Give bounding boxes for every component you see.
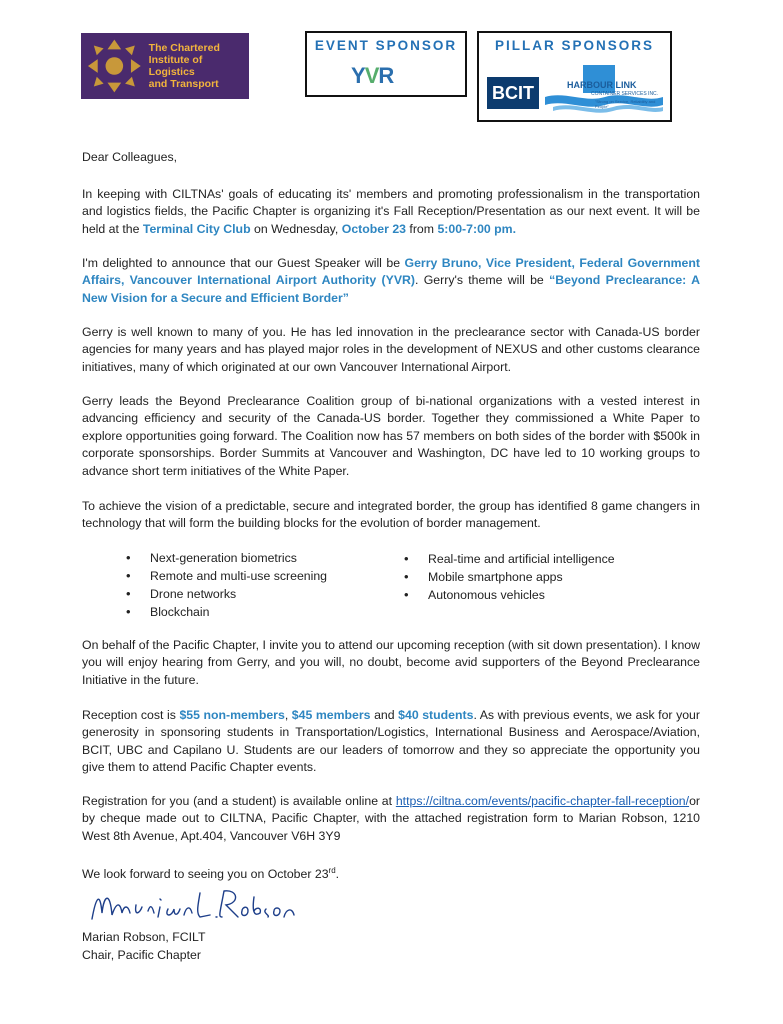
event-sponsor-box (305, 31, 467, 97)
bullet-list-left (126, 549, 327, 621)
list-item: • Next-generation biometrics (126, 549, 327, 567)
list-item: • Blockchain (126, 603, 327, 621)
registration-link[interactable]: https://ciltna.com/events/pacific-chapter-fall-reception/ (395, 794, 690, 808)
signer-name: Marian Robson, FCILT (82, 930, 206, 944)
price-nonmembers: $55 non-members (179, 708, 285, 722)
paragraph-intro: In keeping with CILTNAs' goals of educating its' members and promoting professionalism in the transportation and logistics fields, the Pacific Chapter is organizing it's Fall Reception/Presentation as our next event. It will be held at the Terminal City Club on Wednesday, October 23 from 5:00-7:00 pm. (82, 187, 700, 236)
paragraph-vision: To achieve the vision of a predictable, secure and integrated border, the group has identified 8 game changers in technology that will form the building blocks for the evolution of border management. (82, 499, 700, 531)
price-members: $45 members (291, 708, 371, 722)
list-item: • Drone networks (126, 585, 327, 603)
signer-title: Chair, Pacific Chapter (82, 948, 201, 962)
harbour-link-logo: HARBOUR LINK CONTAINER SERVICES INC. "Strong on Service, Reliability and People" (545, 65, 663, 115)
paragraph-registration: Registration for you (and a student) is available online at https://ciltna.com/events/pacific-chapter-fall-reception/or by cheque made out to CILTNA, Pacific Chapter, with the attached registration form to Marian Robson, 1210 West 8th Avenue, Apt.404, Vancouver V6H 3Y9 (82, 794, 700, 843)
venue: Terminal City Club (142, 221, 251, 236)
yvr-logo: YVR (351, 63, 394, 88)
paragraph-coalition: Gerry leads the Beyond Preclearance Coalition group of bi-national organizations with a vested interest in advancing efficiency and security of the Canada-US border. Together they commissioned a White Paper to explore opportunities going forward. The Coalition now has 57 members on both sides of the border with $500k in corporate sponsorships. Border Summits at Vancouver and Washington, DC have led to 10 working groups to advance short term initiatives of the White Paper. (82, 394, 700, 478)
list-item: • Mobile smartphone apps (404, 568, 615, 586)
event-date: October 23 (341, 221, 406, 236)
bcit-logo: BCIT (487, 77, 539, 109)
event-time: 5:00-7:00 pm. (437, 221, 517, 236)
pillar-sponsors-title: PILLAR SPONSORS (494, 38, 654, 53)
paragraph-background: Gerry is well known to many of you. He has led innovation in the preclearance sector with Canada-US border agencies for many years and has played major roles in the development of NEXUS and other customs clearance initiatives, many of which originated at our own Vancouver International Airport. (82, 325, 700, 374)
salutation: Dear Colleagues, (82, 150, 178, 164)
cilt-logo (81, 33, 249, 99)
paragraph-invitation: On behalf of the Pacific Chapter, I invite you to attend our upcoming reception (with sit down presentation). I know you will enjoy hearing from Gerry, and you will, no doubt, become avid supporters of the Beyond Preclearance Initiative in the future. (82, 638, 700, 687)
list-item: • Autonomous vehicles (404, 586, 615, 604)
cilt-logo-text: The Chartered Institute of Logistics and Transport (148, 42, 220, 90)
pillar-sponsors-box (477, 31, 672, 122)
bullet-list-right (404, 550, 615, 604)
price-students: $40 students (398, 708, 474, 722)
list-item: • Real-time and artificial intelligence (404, 550, 615, 568)
handwritten-signature (88, 883, 298, 927)
closing-line: We look forward to seeing you on October 23rd. (82, 866, 340, 882)
list-item: • Remote and multi-use screening (126, 567, 327, 585)
paragraph-speaker: I'm delighted to announce that our Guest Speaker will be Gerry Bruno, Vice President, Federal Government Affairs, Vancouver International Airport Authority (YVR). Gerry's theme will be “Beyond Preclearance: A New Vision for a Secure and Efficient Border” (82, 256, 701, 305)
event-sponsor-title: EVENT SPONSOR (314, 38, 458, 53)
compass-arrows-icon (86, 37, 143, 95)
paragraph-cost: Reception cost is $55 non-members, $45 members and $40 students. As with previous events, we ask for your generosity in sponsoring students in Transportation/Logistics, International Business and Aerospace/Aviation, BCIT, UBC and Capilano U. Students are our leaders of tomorrow and they so appreciate the opportunity you give them to attend Pacific Chapter events. (82, 708, 700, 775)
speaker-theme: “Beyond Preclearance: A New Vision for a Secure and Efficient Border” (82, 273, 700, 305)
speaker-name: Gerry Bruno, Vice President, Federal Government Affairs, Vancouver International Airport Authority (YVR) (82, 256, 701, 288)
